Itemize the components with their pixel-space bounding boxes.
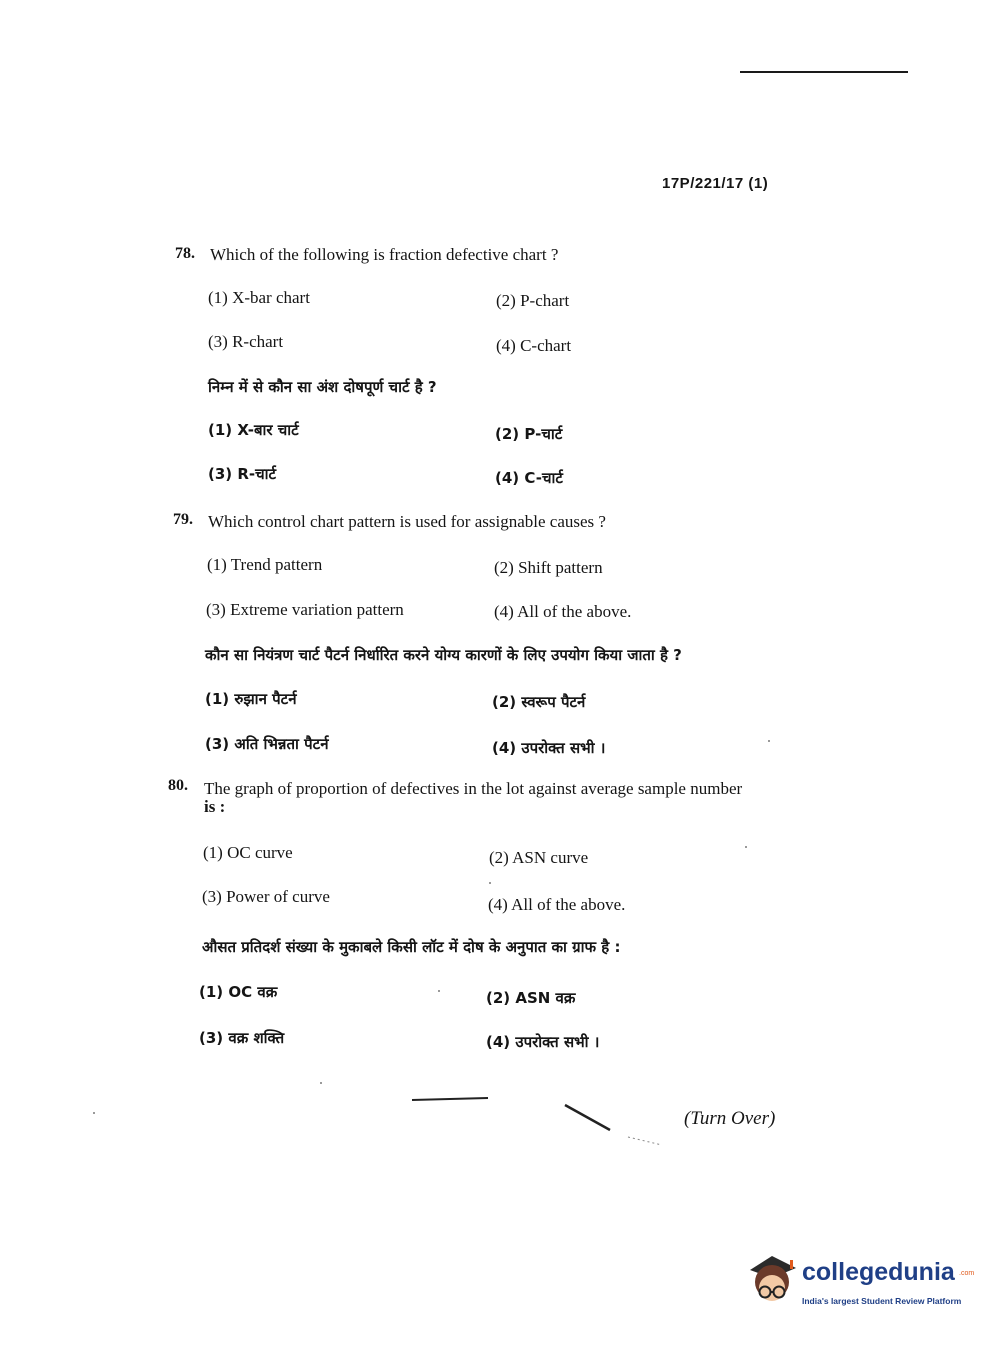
option-1-english: (1) Trend pattern	[207, 555, 323, 574]
option-4-english: (4) All of the above.	[488, 895, 626, 914]
option-2-english: (2) P-chart	[496, 291, 570, 310]
question-text-english: The graph of proportion of defectives in the lot against average sample number	[204, 779, 743, 798]
question-number: 78.	[175, 245, 195, 262]
brand-name: collegedunia	[802, 1258, 955, 1286]
scan-speck	[489, 882, 491, 884]
scan-speck	[320, 1082, 322, 1084]
diagonal-stroke	[565, 1105, 610, 1130]
turn-over-label: (Turn Over)	[684, 1108, 776, 1129]
option-1-english: (1) OC curve	[203, 843, 293, 862]
scan-speck	[438, 990, 440, 992]
mascot-icon	[742, 1252, 800, 1312]
option-4-hindi: (4) उपरोक्त सभी ।	[486, 1033, 600, 1051]
option-2-hindi: (2) P-चार्ट	[495, 425, 563, 443]
option-2-hindi: (2) ASN वक्र	[486, 989, 576, 1007]
option-4-hindi: (4) C-चार्ट	[495, 469, 563, 487]
question-text-english-continued: is :	[204, 797, 226, 816]
option-3-english: (3) Power of curve	[202, 887, 330, 906]
option-1-hindi: (1) X-बार चार्ट	[208, 421, 299, 439]
paper-code: 17P/221/17 (1)	[662, 175, 769, 192]
question-text-hindi: औसत प्रतिदर्श संख्या के मुकाबले किसी लॉट में दोष के अनुपात का ग्राफ है :	[202, 938, 621, 956]
brand-domain: .com	[959, 1270, 975, 1277]
option-1-hindi: (1) रुझान पैटर्न	[205, 690, 297, 708]
scan-speck	[93, 1112, 95, 1114]
option-3-hindi: (3) वक्र शक्ति	[199, 1029, 285, 1047]
question-number: 79.	[173, 511, 193, 528]
option-2-english: (2) Shift pattern	[494, 558, 603, 577]
collegedunia-logo	[742, 1252, 975, 1318]
question-text-hindi: निम्न में से कौन सा अंश दोषपूर्ण चार्ट है ?	[208, 378, 437, 396]
question-text-english: Which control chart pattern is used for assignable causes ?	[208, 512, 606, 531]
option-2-hindi: (2) स्वरूप पैटर्न	[492, 693, 586, 711]
option-3-english: (3) R-chart	[208, 332, 284, 351]
top-rule	[740, 71, 908, 73]
option-2-english: (2) ASN curve	[489, 848, 589, 867]
option-4-hindi: (4) उपरोक्त सभी ।	[492, 739, 606, 757]
scan-speck	[768, 740, 770, 742]
option-3-hindi: (3) अति भिन्नता पैटर्न	[205, 735, 329, 753]
question-number: 80.	[168, 777, 188, 794]
option-3-hindi: (3) R-चार्ट	[208, 465, 277, 483]
option-1-hindi: (1) OC वक्र	[199, 983, 278, 1001]
question-text-english: Which of the following is fraction defective chart ?	[210, 245, 559, 264]
scan-speck	[745, 846, 747, 848]
option-4-english: (4) All of the above.	[494, 602, 632, 621]
faint-stroke	[628, 1137, 662, 1145]
option-4-english: (4) C-chart	[496, 336, 572, 355]
brand-tagline: India's largest Student Review Platform	[802, 1296, 962, 1306]
option-1-english: (1) X-bar chart	[208, 288, 310, 307]
option-3-english: (3) Extreme variation pattern	[206, 600, 404, 619]
question-text-hindi: कौन सा नियंत्रण चार्ट पैटर्न निर्धारित करने योग्य कारणों के लिए उपयोग किया जाता है ?	[205, 646, 682, 664]
bottom-marks	[400, 1085, 680, 1155]
bottom-rule	[412, 1098, 488, 1100]
